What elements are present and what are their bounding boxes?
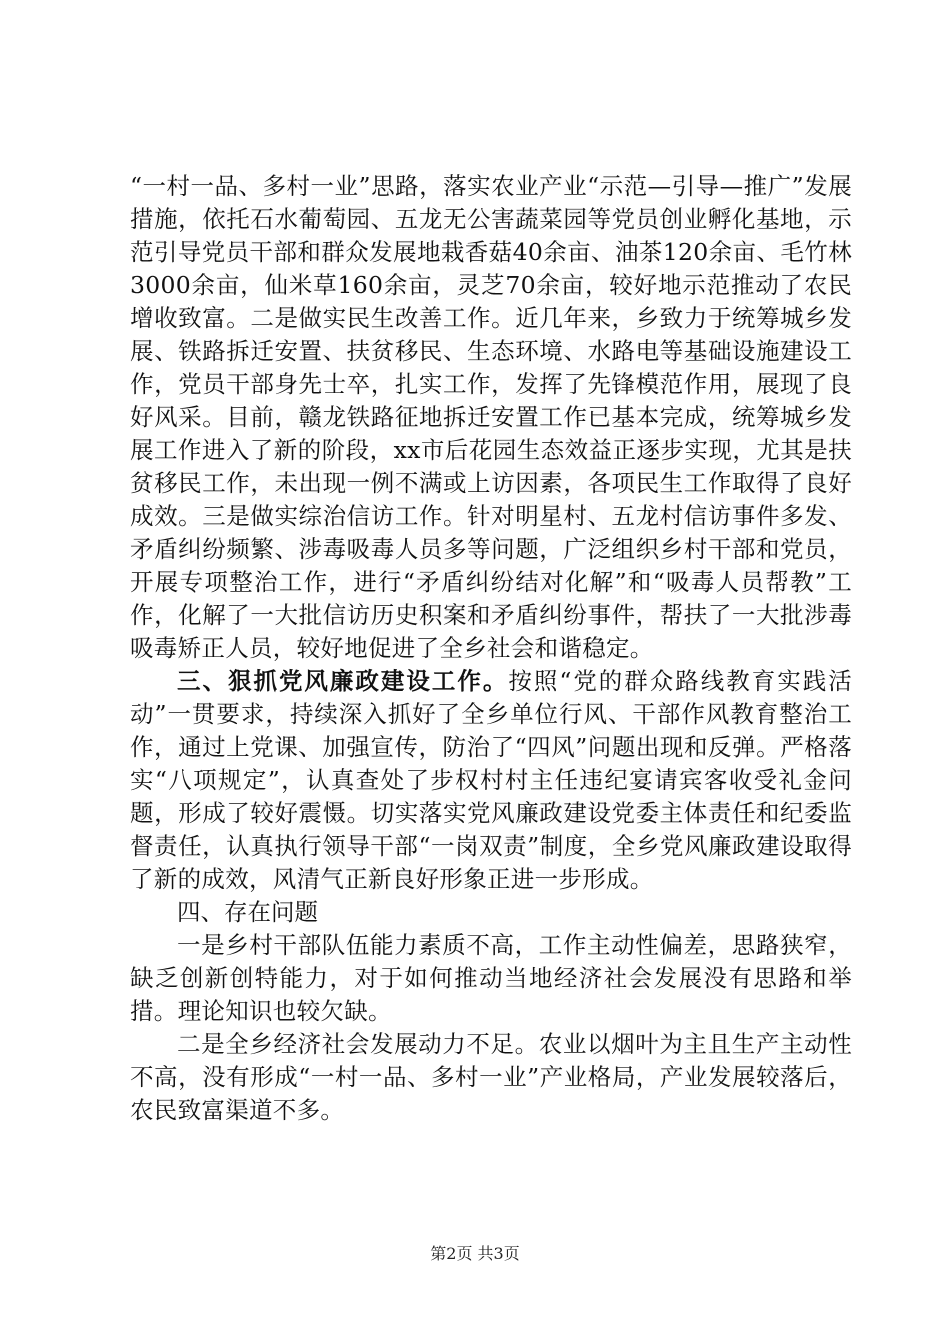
paragraph-continuation: “一村一品、多村一业”思路，落实农业产业“示范—引导—推广”发展措施，依托石水葡萄园、五龙无公害蔬菜园等党员创业孵化基地，示范引导党员干部和群众发展地栽香菇40余亩、油茶120余亩、毛竹林3000余亩，仙米草160余亩，灵芝70余亩，较好地示范推动了农民增收致富。二是做实民生改善工作。近几年来，乡致力于统筹城乡发展、铁路拆迁安置、扶贫移民、生态环境、水路电等基础设施建设工作，党员干部身先士卒，扎实工作，发挥了先锋模范作用，展现了良好风采。目前，赣龙铁路征地拆迁安置工作已基本完成，统筹城乡发展工作进入了新的阶段，xx市后花园生态效益正逐步实现，尤其是扶贫移民工作，未出现一例不满或上访因素，各项民生工作取得了良好成效。三是做实综治信访工作。针对明星村、五龙村信访事件多发、矛盾纠纷频繁、涉毒吸毒人员多等问题，广泛组织乡村干部和党员，开展专项整治工作，进行“矛盾纠纷结对化解”和“吸毒人员帮教”工作，化解了一大批信访历史积案和矛盾纠纷事件，帮扶了一大批涉毒吸毒矫正人员，较好地促进了全乡社会和谐稳定。 <box>130 172 852 662</box>
section-four-heading: 四、存在问题 <box>177 898 318 926</box>
section-three-heading: 三、狠抓党风廉政建设工作。 <box>177 667 509 695</box>
section-three-body: 按照“党的群众路线教育实践活动”一贯要求，持续深入抓好了全乡单位行风、干部作风教育整治工作，通过上党课、加强宣传，防治了“四风”问题出现和反弹。严格落实“八项规定”，认真查处了步权村村主任违纪宴请宾客收受礼金问题，形成了较好震慑。切实落实党风廉政建设党委主体责任和纪委监督责任，认真执行领导干部“一岗双责”制度，全乡党风廉政建设取得了新的成效，风清气正新良好形象正进一步形成。 <box>130 667 852 893</box>
problem-item-1: 一是乡村干部队伍能力素质不高，工作主动性偏差，思路狭窄，缺乏创新创特能力，对于如何推动当地经济社会发展没有思路和举措。理论知识也较欠缺。 <box>130 931 852 1025</box>
problem-item-2: 二是全乡经济社会发展动力不足。农业以烟叶为主且生产主动性不高，没有形成“一村一品、多村一业”产业格局，产业发展较落后，农民致富渠道不多。 <box>130 1030 852 1124</box>
page-footer: 第2页 共3页 <box>430 1244 520 1263</box>
section-three-paragraph <box>130 665 852 896</box>
document-body <box>130 170 852 1127</box>
